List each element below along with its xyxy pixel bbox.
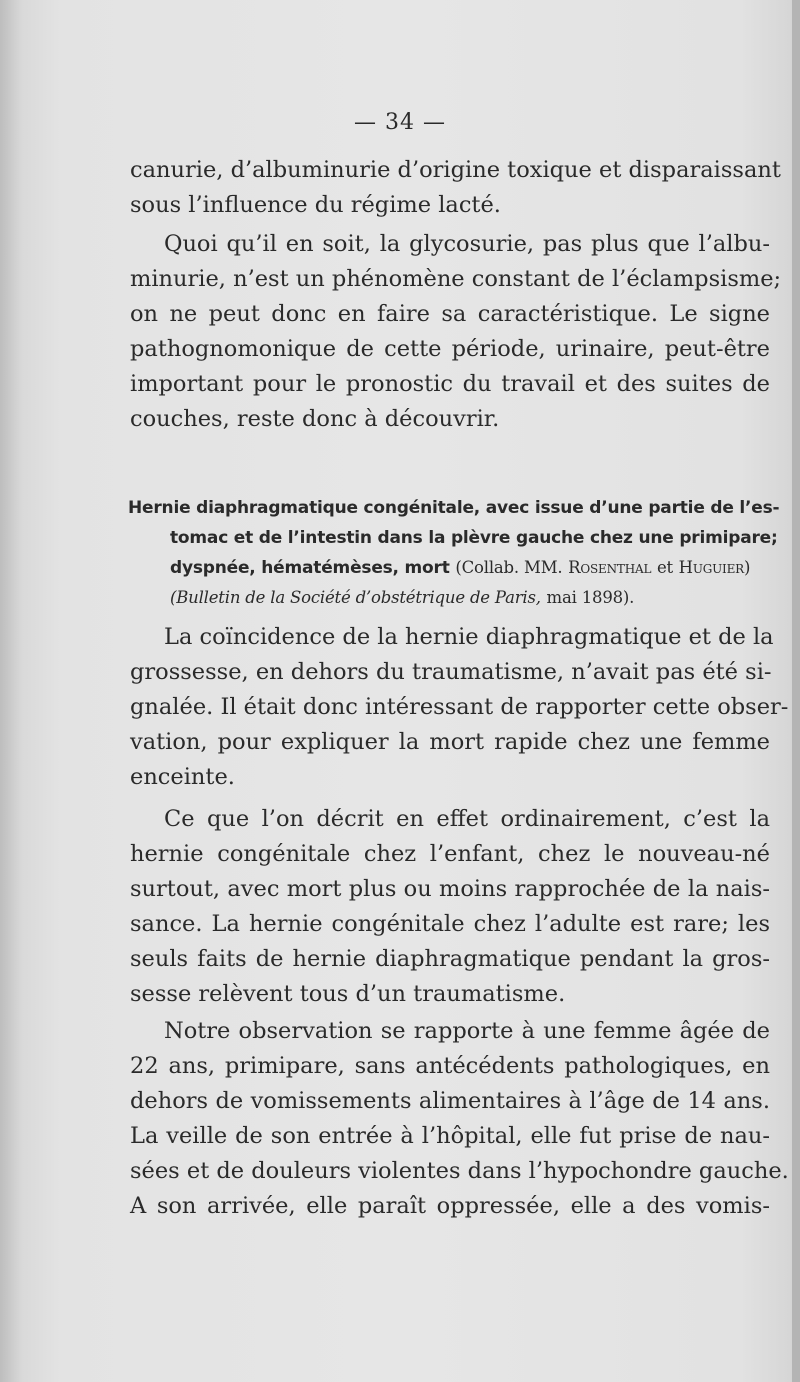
text-line: Quoi qu’il en soit, la glycosurie, pas plus que l’albu- [164, 231, 770, 257]
heading-line: tomac et de l’intestin dans la plèvre gauche chez une primipare; [170, 528, 778, 548]
text-line: La veille de son entrée à l’hôpital, elle fut prise de nau- [130, 1123, 770, 1149]
text-line: surtout, avec mort plus ou moins rapprochée de la nais- [130, 876, 770, 902]
text-line: sesse relèvent tous d’un traumatisme. [130, 981, 566, 1007]
heading-collab: (Collab. MM. [455, 558, 563, 577]
heading-line: Hernie diaphragmatique congénitale, avec issue d’une partie de l’es- [128, 498, 780, 518]
text-line: La coïncidence de la hernie diaphragmatique et de la [164, 624, 774, 650]
text-line: enceinte. [130, 764, 235, 790]
text-line: 22 ans, primipare, sans antécédents pathologiques, en [130, 1053, 770, 1079]
text-line: A son arrivée, elle paraît oppressée, elle a des vomis- [130, 1193, 770, 1219]
text-line: sous l’influence du régime lacté. [130, 192, 501, 218]
text-line: gnalée. Il était donc intéressant de rapporter cette obser- [130, 694, 789, 720]
paragraph-continuation [130, 153, 781, 223]
text-line: Ce que l’on décrit en effet ordinairement, c’est la [164, 806, 770, 832]
heading-line [130, 583, 770, 613]
paragraph-description [130, 802, 770, 1012]
text-line: hernie congénitale chez l’enfant, chez le nouveau-né [130, 841, 770, 867]
text-line: grossesse, en dehors du traumatisme, n’avait pas été si- [130, 659, 772, 685]
text-line: pathognomonique de cette période, urinaire, peut-être [130, 336, 770, 362]
text-line: seuls faits de hernie diaphragmatique pendant la gros- [130, 946, 770, 972]
heading-outcome: dyspnée, hématémèses, mort [170, 558, 450, 578]
text-line: canurie, d’albuminurie d’origine toxique et disparaissant [130, 157, 781, 183]
text-line: vation, pour expliquer la mort rapide chez une femme [130, 729, 770, 755]
text-line: Notre observation se rapporte à une femme âgée de [164, 1018, 770, 1044]
heading-line [130, 553, 770, 583]
heading-author: Huguier) [678, 558, 751, 577]
paragraph-coincidence [130, 620, 789, 795]
paragraph-observation [130, 1014, 789, 1224]
text-line: minurie, n’est un phénomène constant de l’éclampsisme; [130, 266, 782, 292]
heading-author: Rosenthal [568, 558, 652, 577]
text-line: on ne peut donc en faire sa caractéristique. Le signe [130, 301, 770, 327]
text-line: couches, reste donc à découvrir. [130, 406, 500, 432]
scan-edge [792, 0, 800, 1382]
page-number: — 34 — [354, 110, 446, 135]
heading-source: (Bulletin de la Société d’obstétrique de Paris, [170, 588, 541, 607]
text-line: sance. La hernie congénitale chez l’adulte est rare; les [130, 911, 770, 937]
text-line: sées et de douleurs violentes dans l’hypochondre gauche. [130, 1158, 789, 1184]
case-heading [128, 493, 780, 613]
heading-conjunction: et [656, 558, 673, 577]
heading-date: mai 1898). [546, 588, 635, 607]
text-line: important pour le pronostic du travail et des suites de [130, 371, 770, 397]
text-line: dehors de vomissements alimentaires à l’âge de 14 ans. [130, 1088, 770, 1114]
paragraph-glycosurie [130, 227, 782, 437]
